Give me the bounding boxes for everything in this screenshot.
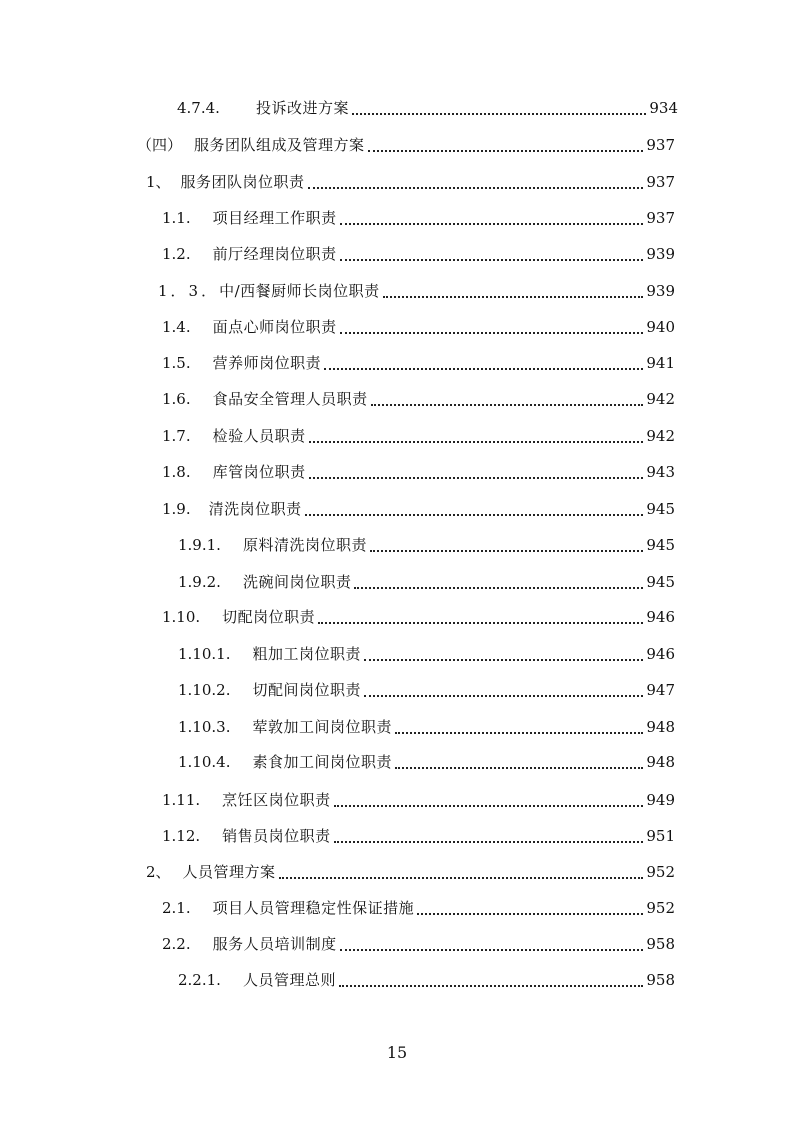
dot-leader xyxy=(364,694,643,697)
toc-entry-number: 1、 xyxy=(146,173,171,191)
toc-entry-title: 素食加工间岗位职责 xyxy=(252,753,392,771)
toc-entry-number: 1.2. xyxy=(162,245,191,263)
toc-entry[interactable] xyxy=(0,315,794,339)
dot-leader xyxy=(309,440,644,443)
dot-leader xyxy=(339,984,643,987)
toc-entry-title: 服务团队组成及管理方案 xyxy=(194,136,365,154)
toc-entry-number: 1.8. xyxy=(162,463,191,481)
toc-entry-page: 937 xyxy=(646,136,675,154)
toc-entry-page: 939 xyxy=(646,282,675,300)
toc-entry[interactable] xyxy=(0,279,794,303)
toc-entry-page: 958 xyxy=(646,935,675,953)
toc-entry-page: 942 xyxy=(646,427,675,445)
toc-entry[interactable] xyxy=(0,860,794,884)
toc-entry-title: 前厅经理岗位职责 xyxy=(212,245,337,263)
toc-entry-number: 1.6. xyxy=(162,390,191,408)
dot-leader xyxy=(324,367,643,370)
toc-entry-title: 切配岗位职责 xyxy=(222,608,316,626)
dot-leader xyxy=(334,804,644,807)
toc-entry-title: 清洗岗位职责 xyxy=(208,500,302,518)
toc-entry-title: 销售员岗位职责 xyxy=(222,827,331,845)
toc-entry-page: 942 xyxy=(646,390,675,408)
toc-entry[interactable] xyxy=(0,497,794,521)
toc-entry-page: 946 xyxy=(646,645,675,663)
toc-entry-page: 948 xyxy=(646,718,675,736)
dot-leader xyxy=(279,876,644,879)
dot-leader xyxy=(368,149,644,152)
toc-entry-page: 948 xyxy=(646,753,675,771)
toc-entry[interactable] xyxy=(0,570,794,594)
toc-entry-title: 原料清洗岗位职责 xyxy=(242,536,367,554)
toc-entry[interactable] xyxy=(0,715,794,739)
toc-entry-title: 项目人员管理稳定性保证措施 xyxy=(212,899,415,917)
toc-entry[interactable] xyxy=(0,424,794,448)
toc-entry[interactable] xyxy=(0,206,794,230)
toc-entry-title: 营养师岗位职责 xyxy=(212,354,322,372)
toc-entry-number: 1.11. xyxy=(162,791,201,809)
toc-entry-page: 934 xyxy=(649,99,678,117)
dot-leader xyxy=(370,549,643,552)
toc-entry-title: 洗碗间岗位职责 xyxy=(242,573,352,591)
toc-entry-number: 1.1. xyxy=(162,209,191,227)
toc-entry[interactable] xyxy=(0,824,794,848)
toc-entry-page: 951 xyxy=(646,827,675,845)
toc-entry-title: 粗加工岗位职责 xyxy=(252,645,361,663)
toc-entry-page: 940 xyxy=(646,318,675,336)
toc-entry-title: 食品安全管理人员职责 xyxy=(212,390,368,408)
toc-entry-number: 2.1. xyxy=(162,899,191,917)
toc-entry-number: 1.9.1. xyxy=(178,536,221,554)
toc-entry-number: 1.10.3. xyxy=(178,718,231,736)
toc-entry-page: 949 xyxy=(646,791,675,809)
toc-entry-number: 1.5. xyxy=(162,354,191,372)
dot-leader xyxy=(364,658,643,661)
toc-entry-title: 人员管理方案 xyxy=(182,863,276,881)
toc-entry-page: 958 xyxy=(646,971,675,989)
toc-entry-page: 946 xyxy=(646,608,675,626)
toc-entry[interactable] xyxy=(0,460,794,484)
toc-entry-page: 945 xyxy=(646,500,675,518)
page-number: 15 xyxy=(386,1043,408,1062)
toc-entry-title: 切配间岗位职责 xyxy=(252,681,361,699)
toc-entry-title: 投诉改进方案 xyxy=(255,99,349,117)
toc-entry[interactable] xyxy=(0,788,794,812)
toc-entry[interactable] xyxy=(0,750,794,774)
toc-entry-number: 1.9.2. xyxy=(178,573,221,591)
toc-entry-number: 1.10.2. xyxy=(178,681,231,699)
toc-entry-number: （四） xyxy=(137,136,183,154)
toc-entry[interactable] xyxy=(0,896,794,920)
dot-leader xyxy=(305,513,644,516)
toc-entry-page: 939 xyxy=(646,245,675,263)
dot-leader xyxy=(334,840,644,843)
toc-entry-title: 烹饪区岗位职责 xyxy=(222,791,331,809)
toc-entry[interactable] xyxy=(0,968,794,992)
toc-entry-page: 937 xyxy=(646,209,675,227)
toc-entry[interactable] xyxy=(0,678,794,702)
toc-entry-title: 人员管理总则 xyxy=(242,971,336,989)
toc-entry[interactable] xyxy=(0,932,794,956)
toc-entry-title: 检验人员职责 xyxy=(212,427,306,445)
toc-entry[interactable] xyxy=(0,605,794,629)
toc-entry-title: 服务人员培训制度 xyxy=(212,935,337,953)
dot-leader xyxy=(340,222,644,225)
toc-entry-title: 中/西餐厨师长岗位职责 xyxy=(219,282,380,300)
toc-entry-title: 库管岗位职责 xyxy=(212,463,306,481)
dot-leader xyxy=(340,948,644,951)
toc-entry[interactable] xyxy=(0,387,794,411)
toc-entry-page: 947 xyxy=(646,681,675,699)
toc-entry-title: 项目经理工作职责 xyxy=(212,209,337,227)
dot-leader xyxy=(308,186,644,189)
dot-leader xyxy=(383,295,644,298)
toc-entry-title: 服务团队岗位职责 xyxy=(180,173,305,191)
toc-entry[interactable] xyxy=(0,96,794,120)
toc-entry[interactable] xyxy=(0,170,794,194)
toc-entry-number: 1.7. xyxy=(162,427,191,445)
toc-entry-number: 1．3． xyxy=(158,282,220,300)
toc-entry-number: 1.9. xyxy=(162,500,191,518)
toc-entry-number: 2.2.1. xyxy=(178,971,221,989)
dot-leader xyxy=(371,403,644,406)
dot-leader xyxy=(318,621,643,624)
toc-entry-number: 2.2. xyxy=(162,935,191,953)
toc-entry-number: 1.10.4. xyxy=(178,753,231,771)
dot-leader xyxy=(395,731,643,734)
toc-entry[interactable] xyxy=(0,242,794,266)
toc-entry-page: 937 xyxy=(646,173,675,191)
dot-leader xyxy=(417,912,643,915)
toc-entry-page: 952 xyxy=(646,899,675,917)
dot-leader xyxy=(340,258,644,261)
toc-entry-page: 943 xyxy=(646,463,675,481)
toc-entry-title: 荤敦加工间岗位职责 xyxy=(252,718,392,736)
toc-entry-title: 面点心师岗位职责 xyxy=(212,318,337,336)
toc-entry-number: 2、 xyxy=(146,863,171,881)
toc-entry-page: 945 xyxy=(646,536,675,554)
toc-entry[interactable] xyxy=(0,133,794,157)
toc-entry-number: 1.4. xyxy=(162,318,191,336)
toc-entry-page: 945 xyxy=(646,573,675,591)
toc-entry-number: 1.10.1. xyxy=(178,645,231,663)
dot-leader xyxy=(309,476,644,479)
toc-entry[interactable] xyxy=(0,533,794,557)
toc-entry-number: 1.12. xyxy=(162,827,201,845)
toc-entry-page: 941 xyxy=(646,354,675,372)
toc-entry-number: 1.10. xyxy=(162,608,201,626)
toc-entry-number: 4.7.4. xyxy=(177,99,220,117)
toc-entry-page: 952 xyxy=(646,863,675,881)
dot-leader xyxy=(352,112,646,115)
toc-entry[interactable] xyxy=(0,642,794,666)
toc-entry[interactable] xyxy=(0,351,794,375)
dot-leader xyxy=(354,586,643,589)
dot-leader xyxy=(395,766,643,769)
dot-leader xyxy=(340,331,644,334)
